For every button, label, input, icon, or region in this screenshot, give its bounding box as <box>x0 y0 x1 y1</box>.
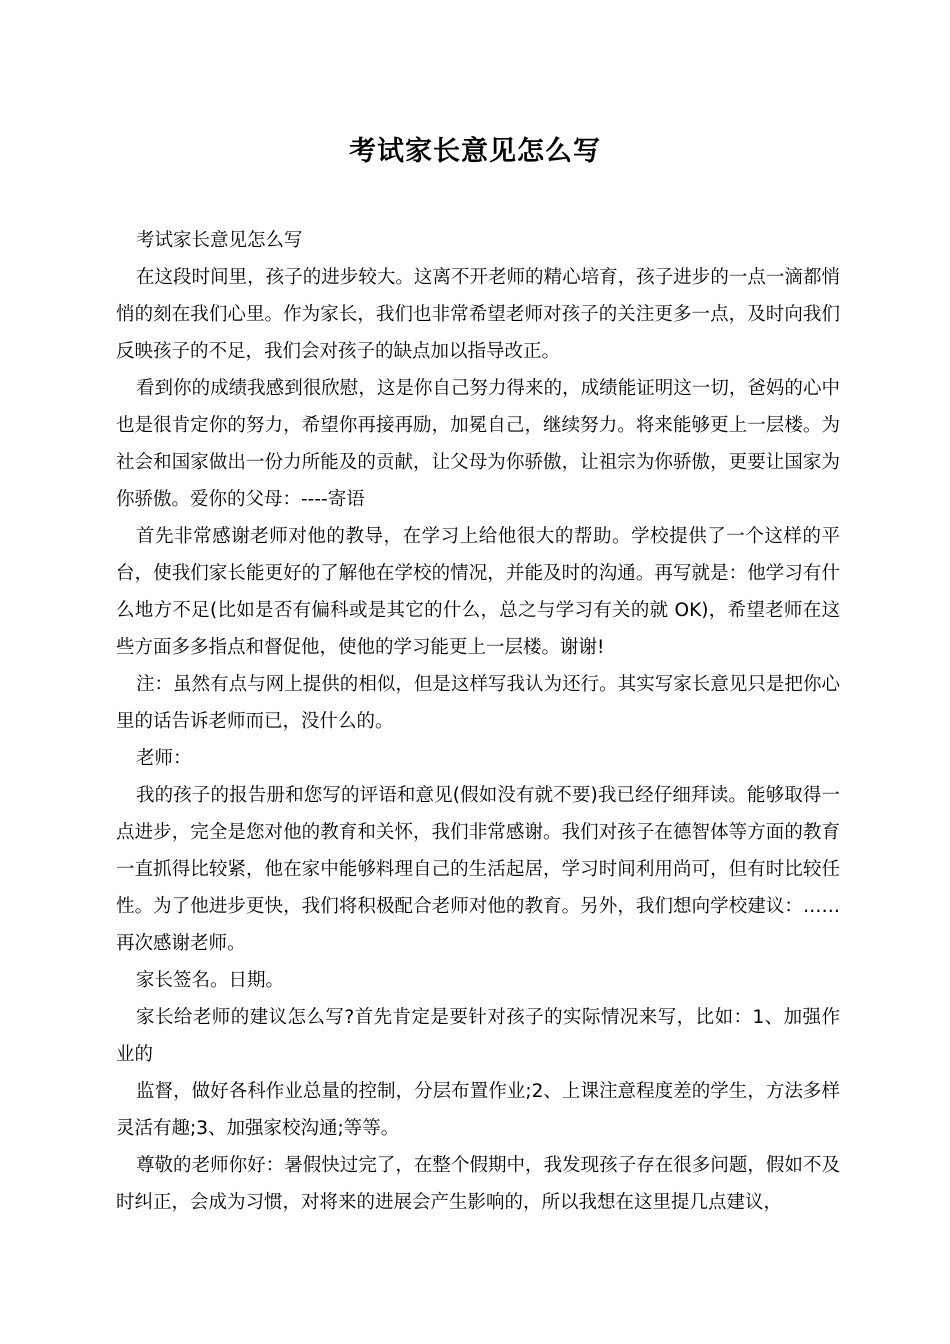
paragraph: 注：虽然有点与网上提供的相似，但是这样写我认为还行。其实写家长意见只是把你心里的话告诉老师而已，没什么的。 <box>116 674 840 732</box>
paragraph: 看到你的成绩我感到很欣慰，这是你自己努力得来的，成绩能证明这一切，爸妈的心中也是很肯定你的努力，希望你再接再励，加冕自己，继续努力。将来能够更上一层楼。为社会和国家做出一份力所能及的贡献，让父母为你骄傲，让祖宗为你骄傲，更要让国家为你骄傲。爱你的父母：----寄语 <box>116 378 840 510</box>
paragraph: 首先非常感谢老师对他的教导，在学习上给他很大的帮助。学校提供了一个这样的平台，使我们家长能更好的了解他在学校的情况，并能及时的沟通。再写就是：他学习有什么地方不足(比如是否有偏科或是其它的什么，总之与学习有关的就 OK)，希望老师在这些方面多多指点和督促他，使他的学习能更上一层楼。谢谢! <box>116 526 840 658</box>
paragraph-signature: 家长签名。日期。 <box>136 970 285 991</box>
document-title: 考试家长意见怎么写 <box>349 136 601 167</box>
paragraph: 我的孩子的报告册和您写的评语和意见(假如没有就不要)我已经仔细拜读。能够取得一点进步，完全是您对他的教育和关怀，我们非常感谢。我们对孩子在德智体等方面的教育一直抓得比较紧，他在家中能够料理自己的生活起居，学习时间利用尚可，但有时比较任性。为了他进步更快，我们将积极配合老师对他的教育。另外，我们想向学校建议：……再次感谢老师。 <box>116 785 840 954</box>
paragraph: 监督，做好各科作业总量的控制，分层布置作业;2、上课注意程度差的学生，方法多样灵活有趣;3、加强家校沟通;等等。 <box>116 1081 840 1139</box>
paragraph: 尊敬的老师你好：暑假快过完了，在整个假期中，我发现孩子存在很多问题，假如不及时纠正，会成为习惯，对将来的进展会产生影响的，所以我想在这里提几点建议， <box>116 1155 840 1213</box>
paragraph: 家长给老师的建议怎么写?首先肯定是要针对孩子的实际情况来写，比如：1、加强作业的 <box>116 1007 840 1065</box>
document-body <box>116 222 840 1221</box>
paragraph-heading: 考试家长意见怎么写 <box>136 230 303 251</box>
paragraph: 在这段时间里，孩子的进步较大。这离不开老师的精心培育，孩子进步的一点一滴都悄悄的刻在我们心里。作为家长，我们也非常希望老师对孩子的关注更多一点，及时向我们反映孩子的不足，我们会对孩子的缺点加以指导改正。 <box>116 267 840 362</box>
paragraph-salutation: 老师： <box>136 748 192 769</box>
